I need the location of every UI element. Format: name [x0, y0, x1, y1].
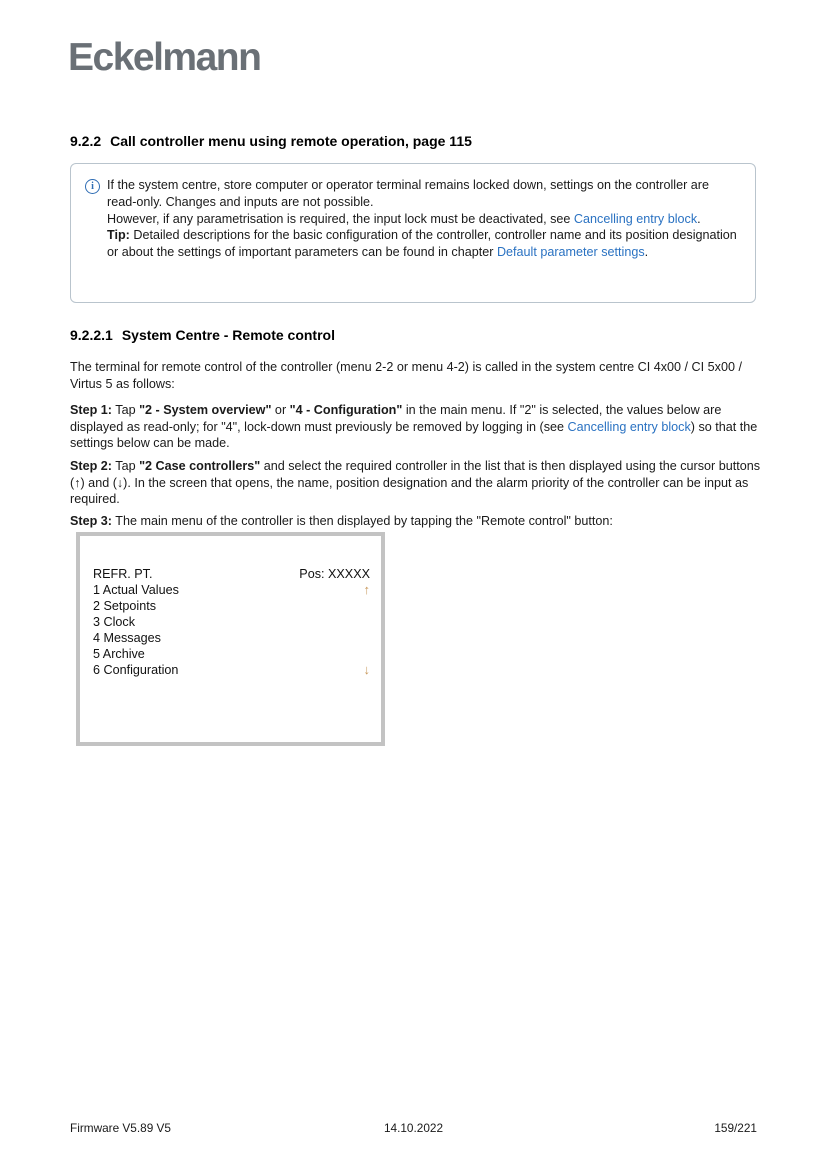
note-paragraph-2: However, if any parametrisation is required, the input lock must be deactivated, see: [107, 211, 574, 226]
note-paragraph-1: If the system centre, store computer or operator terminal remains locked down, settings on the controller are read-only. Changes and inputs are not possible.: [107, 178, 709, 209]
controller-menu-screen: [76, 532, 385, 746]
section-heading: [70, 133, 472, 149]
footer-page-number: 159/221: [714, 1121, 757, 1135]
tip-text: Detailed descriptions for the basic configuration of the controller, controller name and its position designation or about the settings of important parameters can be found in chapter: [107, 228, 737, 260]
menu-item-clock[interactable]: 3 Clock: [93, 615, 135, 629]
step3-label: Step 3:: [70, 514, 112, 528]
menu-item-messages[interactable]: 4 Messages: [93, 631, 161, 645]
link-cancelling-entry-block[interactable]: Cancelling entry block: [573, 211, 698, 226]
link-cancelling-entry-block-2[interactable]: Cancelling entry block: [567, 419, 691, 434]
section-number: 9.2.2: [70, 133, 102, 149]
footer-firmware: Firmware V5.89 V5: [70, 1121, 171, 1135]
section-title: Call controller menu using remote operation, page 115: [110, 133, 472, 149]
terminal-title: REFR. PT.: [93, 567, 153, 581]
tip-label: Tip:: [107, 228, 130, 243]
step3-paragraph: Step 3: The main menu of the controller is then displayed by tapping the "Remote control" button:: [70, 514, 613, 528]
scroll-up-icon[interactable]: ↑: [363, 582, 370, 597]
link-default-parameter-settings[interactable]: Default parameter settings: [496, 245, 645, 260]
menu-item-configuration[interactable]: 6 Configuration: [93, 663, 179, 677]
menu-item-setpoints[interactable]: 2 Setpoints: [93, 599, 157, 613]
info-icon: i: [85, 179, 100, 194]
intro-paragraph: The terminal for remote control of the controller (menu 2-2 or menu 4-2) is called in the system centre CI 4x00 / CI 5x00 / Virtus 5 as follows:: [70, 360, 742, 391]
info-note-box: [70, 163, 756, 303]
subsection-title: System Centre - Remote control: [121, 327, 335, 343]
menu-item-archive[interactable]: 5 Archive: [93, 647, 145, 661]
step1-paragraph: Step 1: Tap "2 - System overview" or "4 - Configuration" in the main menu. If "2" is selected, the values below are displayed as read-only; for "4", lock-down must previously be removed by logging in (see Cancelling entry block) so that the settings below can be made.: [70, 403, 758, 451]
terminal-position: Pos: XXXXX: [299, 567, 370, 581]
footer-date: 14.10.2022: [383, 1121, 444, 1135]
step2-paragraph: Step 2: Tap "2 Case controllers" and select the required controller in the list that is then displayed using the cursor buttons (↑) and (↓). In the screen that opens, the name, position designation and the alarm priority of the controller can be input as required.: [70, 459, 761, 507]
step1-label: Step 1:: [70, 403, 112, 417]
note-text: If the system centre, store computer or operator terminal remains locked down, settings on the controller are read-only. Changes and inputs are not possible. However, if any parametrisation is required, the input lock must be deactivated, see Cancelling entry block. Tip: Detailed descriptions for the basic configuration of the controller, controller name and its position designation or about the settings of important parameters can be found in chapter Default parameter settings.: [107, 178, 737, 260]
step2-label: Step 2:: [70, 459, 112, 473]
menu-item-actual-values[interactable]: 1 Actual Values: [93, 583, 179, 597]
scroll-down-icon[interactable]: ↓: [363, 662, 370, 677]
subsection-heading: [70, 327, 335, 343]
subsection-number: 9.2.2.1: [70, 327, 113, 343]
company-logo: Eckelmann: [68, 36, 261, 79]
